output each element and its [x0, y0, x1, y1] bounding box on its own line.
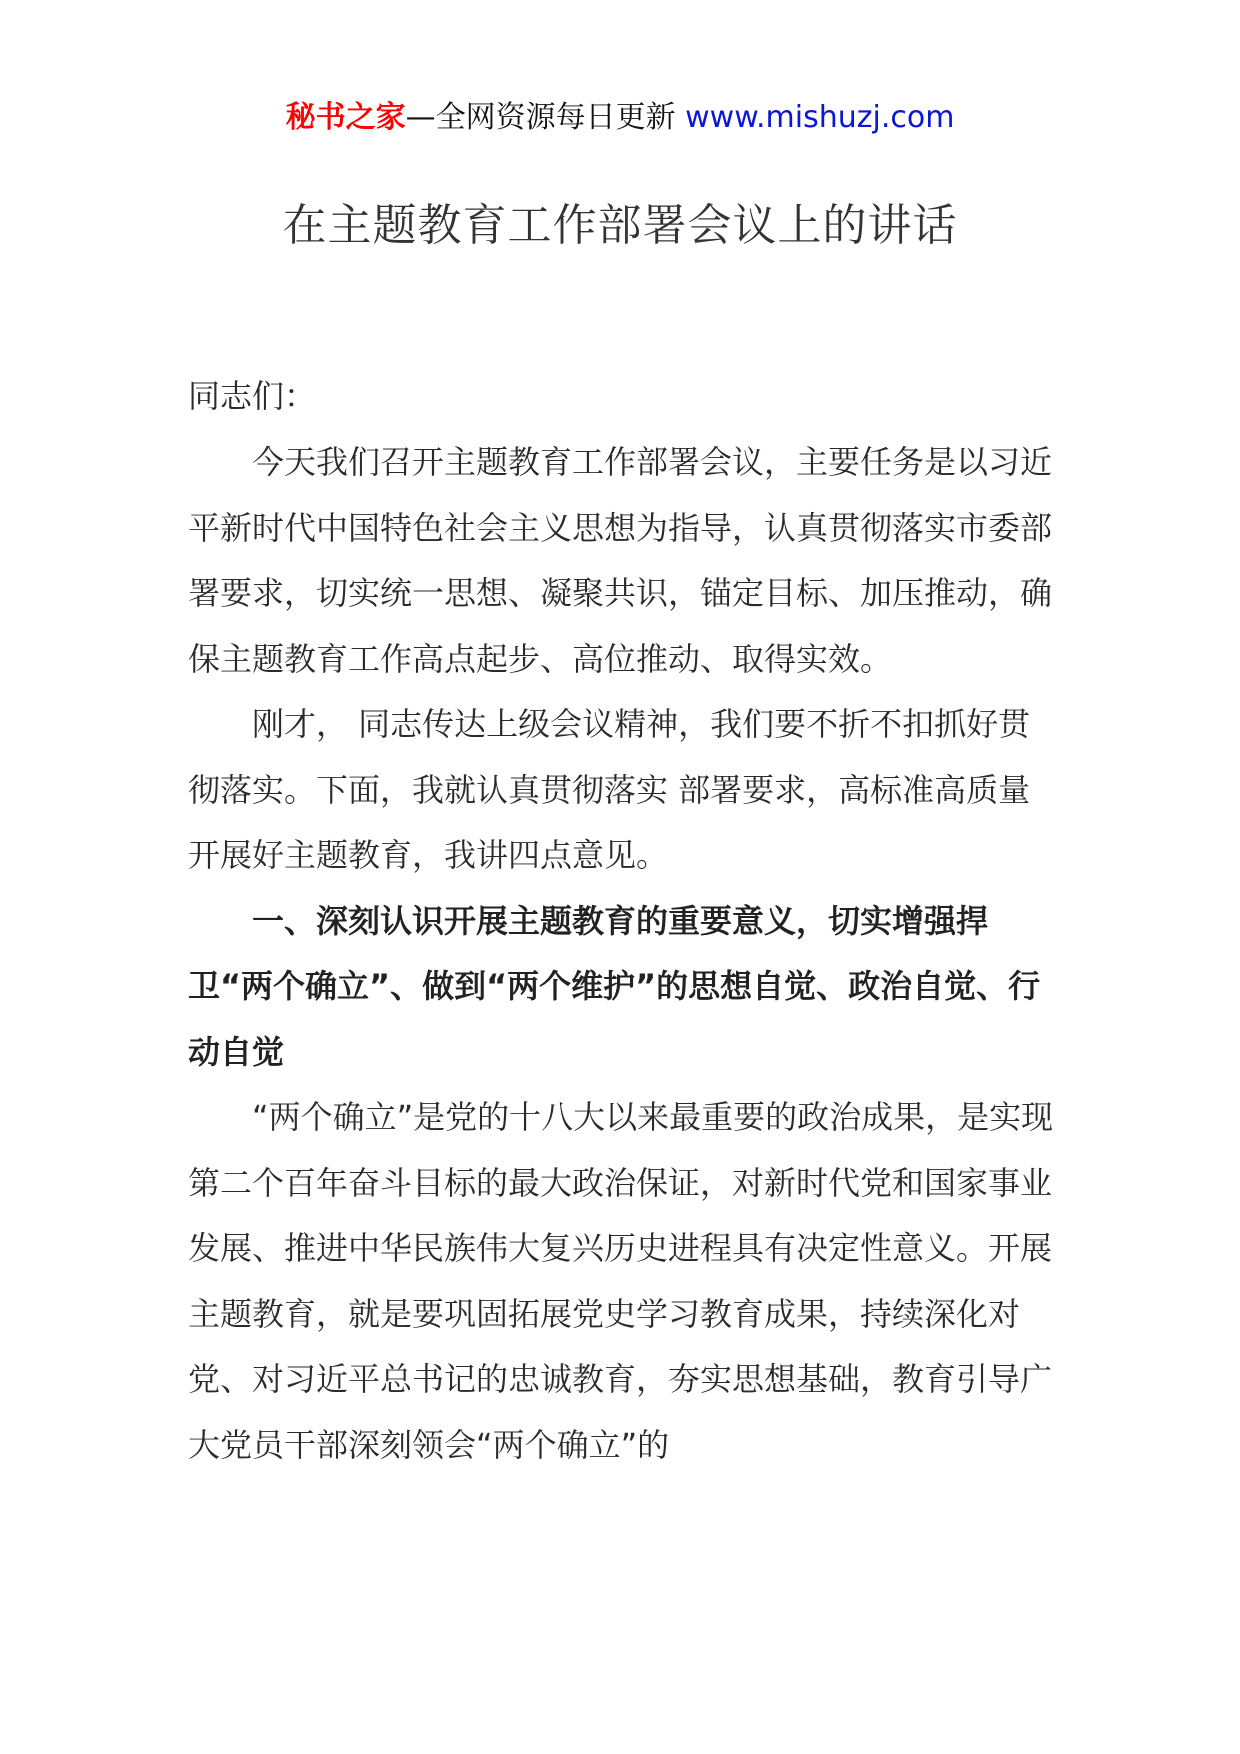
site-header	[0, 98, 1240, 138]
document-body	[188, 430, 1058, 1478]
section-heading-1: 一、深刻认识开展主题教育的重要意义，切实增强捍卫“两个确立”、做到“两个维护”的思想自觉、政治自觉、行动自觉	[188, 901, 1041, 1071]
header-tagline: —全网资源每日更新	[405, 100, 676, 135]
paragraph-remarks: 刚才， 同志传达上级会议精神，我们要不折不扣抓好贯彻落实。下面，我就认真贯彻落实 部署要求，高标准高质量开展好主题教育，我讲四点意见。	[188, 705, 1031, 874]
salutation: 同志们：	[188, 377, 317, 415]
brand-name: 秘书之家	[285, 100, 406, 135]
site-url-link[interactable]: www.mishuzj.com	[685, 100, 955, 135]
paragraph-intro: 今天我们召开主题教育工作部署会议，主要任务是以习近平新时代中国特色社会主义思想为指导，认真贯彻落实市委部署要求，切实统一思想、凝聚共识，锚定目标、加压推动，确保主题教育工作高点起步、高位推动、取得实效。	[188, 443, 1053, 678]
document-title: 在主题教育工作部署会议上的讲话	[282, 200, 958, 251]
paragraph-section-1: “两个确立”是党的十八大以来最重要的政治成果，是实现第二个百年奋斗目标的最大政治保证，对新时代党和国家事业发展、推进中华民族伟大复兴历史进程具有决定性意义。开展主题教育，就是要巩固拓展党史学习教育成果，持续深化对党、对习近平总书记的忠诚教育，夯实思想基础，教育引导广大党员干部深刻领会“两个确立”的	[188, 1098, 1054, 1464]
